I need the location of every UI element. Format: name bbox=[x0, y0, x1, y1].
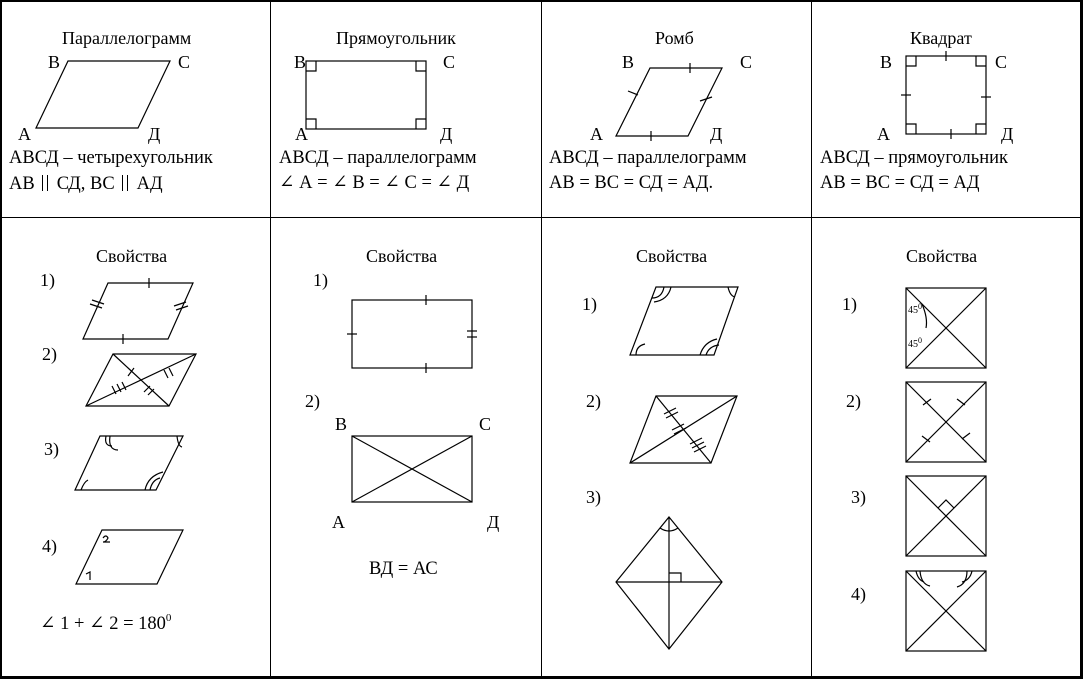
vertex-label-d: Д bbox=[710, 124, 723, 144]
properties-title: Свойства bbox=[636, 246, 708, 266]
vertex-label-b: В bbox=[622, 52, 635, 72]
property-number: 4) bbox=[851, 584, 866, 604]
property-number: 2) bbox=[586, 391, 601, 411]
vertex-label-a: А bbox=[590, 124, 603, 144]
vertex-label-a: А bbox=[295, 124, 308, 144]
property-number: 3) bbox=[44, 439, 59, 459]
properties-title: Свойства bbox=[96, 246, 168, 266]
vertex-label-c: С bbox=[178, 52, 191, 72]
rectangle-figure bbox=[306, 61, 426, 129]
vertex-label-d: Д bbox=[148, 124, 161, 144]
definition-segment: СД, ВС bbox=[56, 174, 115, 194]
diagonals-equal-formula: ВД = АС bbox=[369, 559, 438, 579]
column-title-square: Квадрат bbox=[910, 28, 972, 48]
property-number: 1) bbox=[40, 270, 55, 290]
property-number: 2) bbox=[305, 391, 320, 411]
vertex-label-a: А bbox=[18, 124, 31, 144]
definition-line-1: АВСД – четырехугольник bbox=[9, 148, 213, 168]
vertex-label-c: С bbox=[443, 52, 456, 72]
property-number: 1) bbox=[842, 294, 857, 314]
vertex-label-a: А bbox=[877, 124, 890, 144]
square-figure bbox=[901, 51, 991, 139]
angle-label: $45^0$ bbox=[908, 302, 922, 316]
rhombus-angle-bisector-figure bbox=[630, 287, 738, 355]
definition-line-2: ∠ А = ∠ В = ∠ С = ∠ Д bbox=[279, 173, 470, 193]
square-angle-bisector-figure bbox=[906, 571, 986, 651]
square-perpendicular-diagonals-figure bbox=[906, 476, 986, 556]
parallelogram-angles-figure bbox=[75, 436, 183, 490]
property-number: 4) bbox=[42, 536, 57, 556]
rhombus-diagonals-figure bbox=[630, 396, 737, 463]
property-number: 2) bbox=[846, 391, 861, 411]
definition-line-1: АВСД – параллелограмм bbox=[279, 148, 477, 168]
vertex-label-d: Д bbox=[440, 124, 453, 144]
vertex-label-d: Д bbox=[487, 512, 500, 532]
rectangle-diagonals-figure bbox=[352, 436, 472, 502]
rhombus-perpendicular-diagonals-figure bbox=[616, 517, 722, 649]
properties-title: Свойства bbox=[906, 246, 978, 266]
vertex-label-b: В bbox=[880, 52, 893, 72]
angle-symbol: ∠ bbox=[436, 173, 453, 193]
angle-symbol: ∠ bbox=[89, 614, 105, 634]
column-title-rhombus: Ромб bbox=[655, 28, 694, 48]
vertex-label-c: С bbox=[479, 414, 492, 434]
vertex-label-c: С bbox=[740, 52, 753, 72]
property-number: 3) bbox=[851, 487, 866, 507]
definition-line-2: АВ = ВС = СД = АД. bbox=[549, 173, 714, 193]
square-diagonals-equal-figure bbox=[906, 382, 986, 462]
property-number: 1) bbox=[313, 270, 328, 290]
angle-label: $45^0$ bbox=[908, 336, 922, 350]
properties-title: Свойства bbox=[366, 246, 438, 266]
property-number: 1) bbox=[582, 294, 597, 314]
definition-segment: АД bbox=[136, 174, 163, 194]
vertex-label-b: В bbox=[335, 414, 348, 434]
angle-sum-formula: ∠ 1 + ∠ $2 = 180^0$ bbox=[40, 612, 172, 634]
parallelogram-equal-sides-figure bbox=[83, 278, 193, 344]
angle-symbol: ∠ bbox=[332, 173, 348, 193]
angle-symbol: ∠ bbox=[384, 173, 400, 193]
angle-symbol: ∠ bbox=[279, 173, 295, 193]
definition-line-2: АВ = ВС = СД = АД bbox=[820, 173, 980, 193]
square-diagonal-bisector-figure bbox=[906, 288, 986, 368]
rhombus-figure bbox=[616, 63, 722, 141]
parallelogram-figure bbox=[36, 61, 170, 128]
vertex-label-b: В bbox=[48, 52, 61, 72]
rectangle-equal-sides-figure bbox=[347, 295, 477, 373]
vertex-label-d: Д bbox=[1001, 124, 1014, 144]
vertex-label-b: В bbox=[294, 52, 307, 72]
property-number: 3) bbox=[586, 487, 601, 507]
definition-line-1: АВСД – параллелограмм bbox=[549, 148, 747, 168]
definition-segment: АВ bbox=[9, 174, 35, 194]
vertex-label-a: А bbox=[332, 512, 345, 532]
column-title-parallelogram: Параллелограмм bbox=[62, 28, 192, 48]
angle-symbol: ∠ bbox=[40, 614, 56, 634]
parallelogram-adjacent-angles-figure bbox=[76, 530, 183, 584]
vertex-label-c: С bbox=[995, 52, 1008, 72]
property-number: 2) bbox=[42, 344, 57, 364]
definition-line-1: АВСД – прямоугольник bbox=[820, 148, 1008, 168]
parallelogram-diagonals-figure bbox=[86, 354, 196, 406]
column-title-rectangle: Прямоугольник bbox=[336, 28, 456, 48]
